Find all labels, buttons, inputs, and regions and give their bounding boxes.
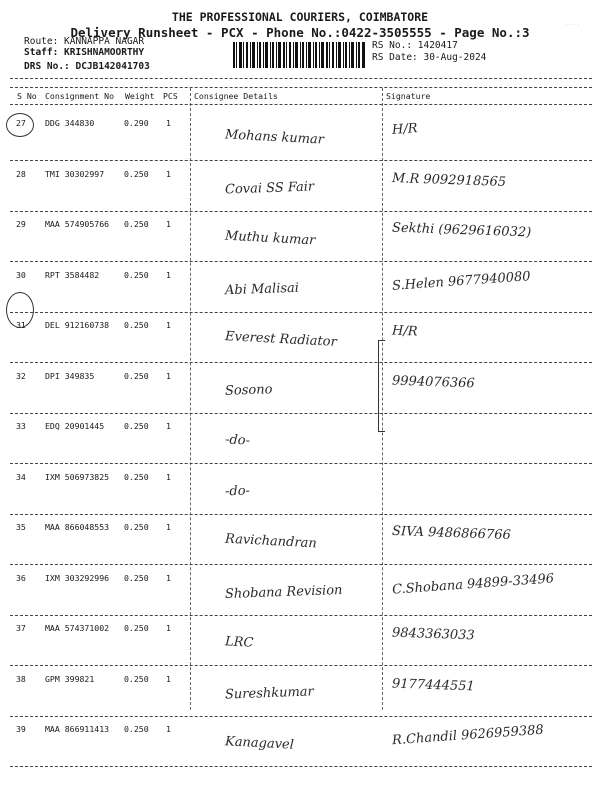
col-header-consignment: Consignment No bbox=[45, 91, 115, 101]
row-weight: 0.250 bbox=[124, 219, 149, 229]
row-consignee-handwriting: Shobana Revision bbox=[224, 582, 343, 603]
row-pcs: 1 bbox=[166, 573, 171, 583]
row-weight: 0.250 bbox=[124, 421, 149, 431]
row-consignee-handwriting: LRC bbox=[224, 634, 254, 651]
row-consignment: DPI 349835 bbox=[45, 371, 95, 381]
row-sno: 37 bbox=[16, 623, 26, 633]
row-pcs: 1 bbox=[166, 219, 171, 229]
col-header-sno: S No bbox=[17, 91, 37, 101]
row-divider bbox=[10, 463, 592, 464]
row-divider bbox=[10, 564, 592, 565]
col-header-consignee: Consignee Details bbox=[194, 91, 278, 101]
row-consignee-handwriting: Kanagavel bbox=[224, 734, 295, 753]
drs-number: DRS No.: DCJB142041703 bbox=[24, 61, 150, 72]
company-title: THE PROFESSIONAL COURIERS, COIMBATORE bbox=[171, 10, 429, 24]
runsheet-subtitle: Delivery Runsheet - PCX - Phone No.:0422-3505555 - Page No.:3 bbox=[70, 25, 530, 40]
row-consignee-handwriting: Muthu kumar bbox=[224, 228, 316, 249]
row-divider bbox=[10, 413, 592, 414]
header-divider bbox=[10, 78, 592, 79]
row-consignment: MAA 574905766 bbox=[45, 219, 110, 229]
row-consignment: DDG 344830 bbox=[45, 118, 95, 128]
row-consignment: TMI 30302997 bbox=[45, 169, 105, 179]
row-sno: 27 bbox=[16, 118, 26, 128]
route-label: Route: KANNAPPA NAGAR bbox=[24, 36, 145, 47]
row-consignee-handwriting: Sureshkumar bbox=[224, 684, 315, 703]
row-weight: 0.250 bbox=[124, 169, 149, 179]
row-pcs: 1 bbox=[166, 421, 171, 431]
row-weight: 0.250 bbox=[124, 573, 149, 583]
row-divider bbox=[10, 211, 592, 212]
circled-mark bbox=[6, 113, 34, 137]
row-consignment: IXM 303292996 bbox=[45, 573, 110, 583]
row-signature-handwriting: S.Helen 9677940080 bbox=[391, 269, 532, 294]
row-divider bbox=[10, 160, 592, 161]
row-weight: 0.250 bbox=[124, 371, 149, 381]
row-signature-handwriting: 9177444551 bbox=[391, 676, 475, 695]
row-sno: 35 bbox=[16, 522, 26, 532]
row-weight: 0.250 bbox=[124, 270, 149, 280]
row-pcs: 1 bbox=[166, 674, 171, 684]
col-header-pcs: PCS bbox=[163, 91, 178, 101]
row-signature-handwriting: H/R bbox=[391, 121, 419, 138]
row-consignment: DEL 912160738 bbox=[45, 320, 110, 330]
row-divider bbox=[10, 766, 592, 767]
row-pcs: 1 bbox=[166, 270, 171, 280]
rs-number: RS No.: 1420417 bbox=[372, 40, 458, 51]
row-consignment: MAA 866048553 bbox=[45, 522, 110, 532]
row-weight: 0.250 bbox=[124, 724, 149, 734]
row-consignee-handwriting: Sosono bbox=[224, 382, 273, 399]
row-weight: 0.250 bbox=[124, 623, 149, 633]
row-pcs: 1 bbox=[166, 623, 171, 633]
staff-label: Staff: KRISHNAMOORTHY bbox=[24, 47, 145, 58]
row-consignee-handwriting: Mohans kumar bbox=[224, 127, 325, 148]
row-divider bbox=[10, 514, 592, 515]
row-divider bbox=[10, 261, 592, 262]
row-consignment: RPT 3584482 bbox=[45, 270, 100, 280]
row-signature-handwriting: R.Chandil 9626959388 bbox=[391, 722, 545, 749]
row-consignee-handwriting: -do- bbox=[224, 432, 251, 449]
row-weight: 0.250 bbox=[124, 320, 149, 330]
row-pcs: 1 bbox=[166, 472, 171, 482]
consignee-column-rule bbox=[190, 88, 191, 710]
row-divider bbox=[10, 312, 592, 313]
row-divider bbox=[10, 665, 592, 666]
row-consignment: IXM 506973825 bbox=[45, 472, 110, 482]
row-weight: 0.250 bbox=[124, 472, 149, 482]
row-consignment: MAA 866911413 bbox=[45, 724, 110, 734]
margin-bleed-text: · · · · bbox=[566, 22, 580, 29]
row-consignment: GPM 399821 bbox=[45, 674, 95, 684]
row-pcs: 1 bbox=[166, 118, 171, 128]
row-weight: 0.290 bbox=[124, 118, 149, 128]
row-sno: 30 bbox=[16, 270, 26, 280]
row-signature-handwriting: H/R bbox=[391, 323, 418, 340]
bracket-mark bbox=[378, 340, 385, 432]
row-signature-handwriting: C.Shobana 94899-33496 bbox=[391, 571, 555, 598]
row-pcs: 1 bbox=[166, 320, 171, 330]
rs-date: RS Date: 30-Aug-2024 bbox=[372, 52, 487, 63]
row-sno: 36 bbox=[16, 573, 26, 583]
col-header-weight: Weight bbox=[125, 91, 155, 101]
row-sno: 33 bbox=[16, 421, 26, 431]
row-signature-handwriting: 9994076366 bbox=[391, 373, 475, 392]
row-weight: 0.250 bbox=[124, 522, 149, 532]
row-consignee-handwriting: Abi Malisai bbox=[224, 280, 300, 299]
row-sno: 32 bbox=[16, 371, 26, 381]
row-divider bbox=[10, 362, 592, 363]
row-pcs: 1 bbox=[166, 371, 171, 381]
row-divider bbox=[10, 716, 592, 717]
row-consignee-handwriting: Covai SS Fair bbox=[224, 179, 315, 198]
col-header-signature: Signature bbox=[386, 91, 431, 101]
row-pcs: 1 bbox=[166, 724, 171, 734]
row-consignee-handwriting: Ravichandran bbox=[224, 531, 318, 552]
row-signature-handwriting: Sekthi (9629616032) bbox=[391, 220, 532, 241]
row-sno: 31 bbox=[16, 320, 26, 330]
barcode-icon bbox=[233, 42, 365, 68]
row-sno: 29 bbox=[16, 219, 26, 229]
row-weight: 0.250 bbox=[124, 674, 149, 684]
column-header-top-rule bbox=[10, 87, 592, 88]
row-consignee-handwriting: Everest Radiator bbox=[224, 329, 338, 350]
row-pcs: 1 bbox=[166, 522, 171, 532]
row-sno: 28 bbox=[16, 169, 26, 179]
row-sno: 34 bbox=[16, 472, 26, 482]
circled-mark bbox=[6, 292, 34, 328]
column-header-bottom-rule bbox=[10, 104, 592, 105]
row-signature-handwriting: 9843363033 bbox=[391, 625, 475, 644]
row-sno: 38 bbox=[16, 674, 26, 684]
row-signature-handwriting: SIVA 9486866766 bbox=[391, 523, 512, 544]
row-divider bbox=[10, 615, 592, 616]
row-consignment: EDQ 20901445 bbox=[45, 421, 105, 431]
row-sno: 39 bbox=[16, 724, 26, 734]
row-pcs: 1 bbox=[166, 169, 171, 179]
row-consignee-handwriting: -do- bbox=[224, 483, 251, 500]
row-signature-handwriting: M.R 9092918565 bbox=[391, 171, 507, 190]
row-consignment: MAA 574371002 bbox=[45, 623, 110, 633]
